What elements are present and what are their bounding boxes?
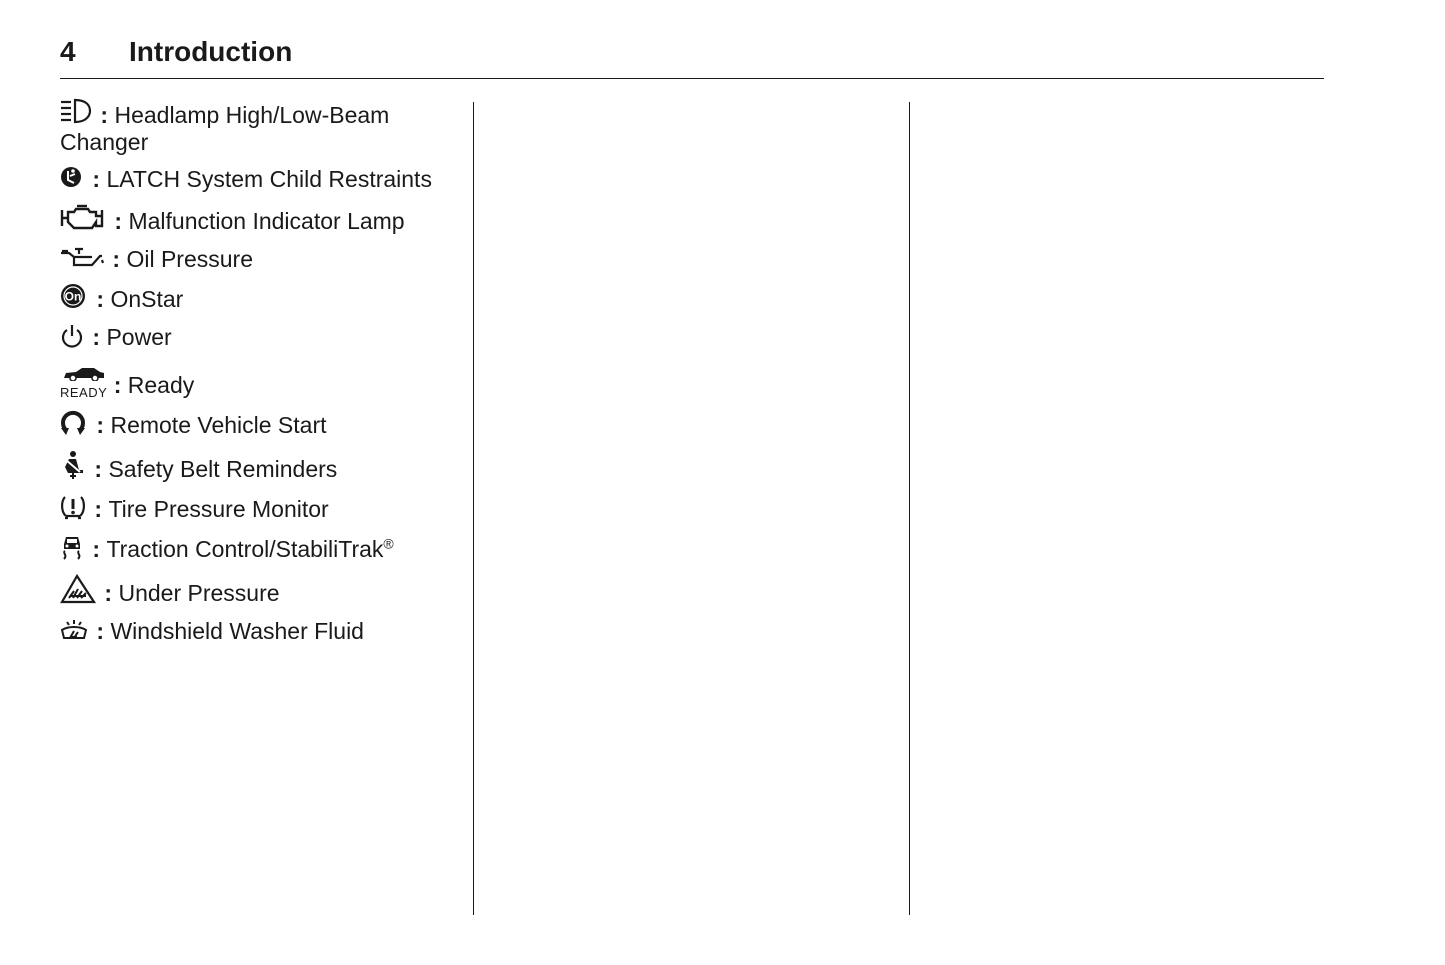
list-item [60,204,460,235]
oil-can-icon [60,246,104,270]
page-header [60,34,1324,78]
separator: : [96,618,111,644]
symbol-label: Malfunction Indicator Lamp [128,208,405,234]
onstar-icon [60,284,88,310]
symbol-label: Tire Pressure Monitor [108,496,329,522]
ready-icon-text: READY [60,385,108,400]
separator: : [112,246,127,272]
symbol-label: Power [106,324,172,350]
symbol-label: Traction Control/StabiliTrak [106,536,384,562]
list-item [60,574,460,607]
seatbelt-icon [60,450,86,480]
registered-mark: ® [383,535,394,552]
symbol-label: Remote Vehicle Start [110,412,327,438]
list-item [60,166,460,193]
traction-control-icon [60,534,84,560]
header-rule [60,78,1324,79]
remote-start-icon [60,410,88,436]
symbol-label: Safety Belt Reminders [108,456,338,482]
separator: : [92,536,107,562]
latch-child-seat-icon [60,166,84,190]
symbol-list [60,98,460,656]
symbol-label: Oil Pressure [126,246,253,272]
separator: : [96,286,111,312]
separator: : [100,102,115,128]
separator: : [94,456,109,482]
list-item [60,362,460,399]
list-item [60,618,460,645]
list-item [60,494,460,523]
list-item [60,284,460,313]
symbol-label: Under Pressure [118,580,280,606]
page-title: Introduction [129,36,293,67]
list-item [60,246,460,273]
symbol-label: Headlamp High/Low-Beam Changer [60,102,390,155]
column-divider-2 [909,102,910,915]
symbol-label: OnStar [110,286,184,312]
separator: : [96,412,111,438]
list-item [60,98,460,156]
page-number: 4 [60,36,76,67]
under-pressure-icon [60,574,96,604]
symbol-label: Windshield Washer Fluid [110,618,364,644]
separator: : [92,324,107,350]
list-item [60,324,460,351]
engine-icon [60,204,106,232]
separator: : [104,580,119,606]
list-item [60,450,460,483]
symbol-label: LATCH System Child Restraints [106,166,432,192]
list-item [60,534,460,563]
washer-fluid-icon [60,618,88,642]
headlamp-high-low-icon [60,98,92,126]
symbol-label: Ready [127,372,195,398]
power-icon [60,324,84,348]
separator: : [113,372,128,398]
separator: : [92,166,107,192]
svg-text:On: On [64,289,82,304]
list-item [60,410,460,439]
separator: : [114,208,129,234]
ready-car-icon [60,362,107,399]
tire-pressure-icon [60,494,86,520]
separator: : [94,496,109,522]
column-divider-1 [473,102,474,915]
